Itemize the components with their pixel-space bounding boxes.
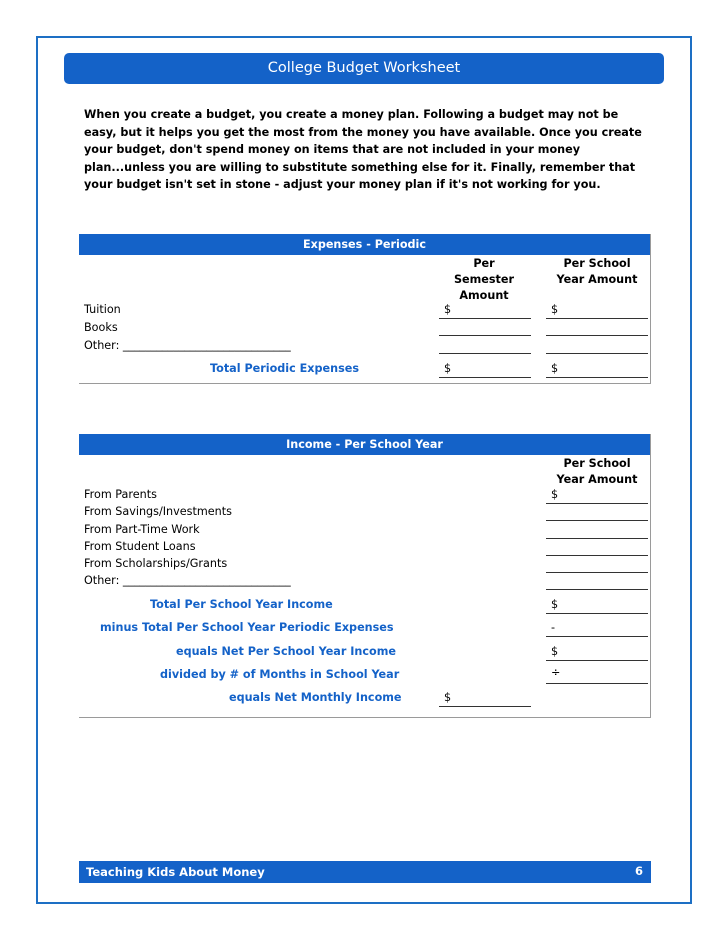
income-label-parents: From Parents [84, 488, 157, 501]
income-year-header-line: Per School [563, 457, 631, 470]
loans-field[interactable] [546, 555, 648, 556]
other-year-field[interactable] [546, 353, 648, 354]
total-income-dollar: $ [551, 598, 559, 611]
semester-header-line: Per [473, 257, 495, 270]
expense-label-tuition: Tuition [84, 303, 121, 316]
expenses-header: Expenses - Periodic [79, 234, 650, 255]
footer-title: Teaching Kids About Money [86, 865, 265, 879]
total-semester-dollar: $ [444, 362, 452, 375]
income-label-part-time: From Part-Time Work [84, 523, 200, 536]
net-year-income-label: equals Net Per School Year Income [176, 645, 396, 658]
tuition-year-field[interactable] [546, 318, 648, 319]
net-year-dollar: $ [551, 645, 559, 658]
total-year-dollar: $ [551, 362, 559, 375]
expenses-section [79, 234, 651, 384]
total-income-label: Total Per School Year Income [150, 598, 333, 611]
income-label-savings: From Savings/Investments [84, 505, 232, 518]
total-periodic-expenses-label: Total Periodic Expenses [210, 362, 359, 375]
part-time-field[interactable] [546, 538, 648, 539]
tuition-year-dollar: $ [551, 303, 559, 316]
net-year-field[interactable] [546, 660, 648, 661]
net-monthly-income-label: equals Net Monthly Income [229, 691, 402, 704]
year-column-header [544, 256, 650, 288]
tuition-semester-dollar: $ [444, 303, 452, 316]
books-year-field[interactable] [546, 335, 648, 336]
other-semester-field[interactable] [439, 353, 531, 354]
minus-expenses-field[interactable] [546, 636, 648, 637]
intro-paragraph: When you create a budget, you create a money plan. Following a budget may not be easy, but it helps you get the most from the money you have available. Once you create your budget, don't spend money on items that are not included in your money plan...unless you are willing to substitute something else for it. Finally, remember that your budget isn't set in stone - adjust your money plan if it's not working for you. [84, 108, 642, 191]
semester-header-line: Amount [459, 289, 509, 302]
page-title: College Budget Worksheet [64, 53, 664, 84]
income-label-scholarships: From Scholarships/Grants [84, 557, 228, 570]
semester-column-header [434, 256, 534, 304]
savings-field[interactable] [546, 520, 648, 521]
income-year-column-header [544, 456, 650, 488]
total-semester-field[interactable] [439, 377, 531, 378]
page-footer [79, 861, 651, 883]
page-number: 6 [634, 864, 643, 878]
expense-label-other: Other: ______________________________ [84, 339, 291, 352]
income-header: Income - Per School Year [79, 434, 650, 455]
scholarships-field[interactable] [546, 572, 648, 573]
year-header-line: Year Amount [556, 273, 638, 286]
books-semester-field[interactable] [439, 335, 531, 336]
income-label-other: Other: ______________________________ [84, 574, 291, 587]
divided-months-label: divided by # of Months in School Year [160, 668, 400, 681]
divide-sign: ÷ [551, 666, 561, 679]
minus-sign: - [551, 621, 556, 634]
tuition-semester-field[interactable] [439, 318, 531, 319]
total-year-field[interactable] [546, 377, 648, 378]
total-income-field[interactable] [546, 613, 648, 614]
parents-dollar: $ [551, 488, 559, 501]
income-label-loans: From Student Loans [84, 540, 196, 553]
other-income-field[interactable] [546, 589, 648, 590]
expense-label-books: Books [84, 321, 118, 334]
semester-header-line: Semester [453, 273, 514, 286]
net-monthly-field[interactable] [439, 706, 531, 707]
months-field[interactable] [546, 683, 648, 684]
year-header-line: Per School [563, 257, 631, 270]
parents-field[interactable] [546, 503, 648, 504]
minus-expenses-label: minus Total Per School Year Periodic Expenses [100, 621, 394, 634]
net-monthly-dollar: $ [444, 691, 452, 704]
income-year-header-line: Year Amount [556, 473, 638, 486]
income-section [79, 434, 651, 718]
